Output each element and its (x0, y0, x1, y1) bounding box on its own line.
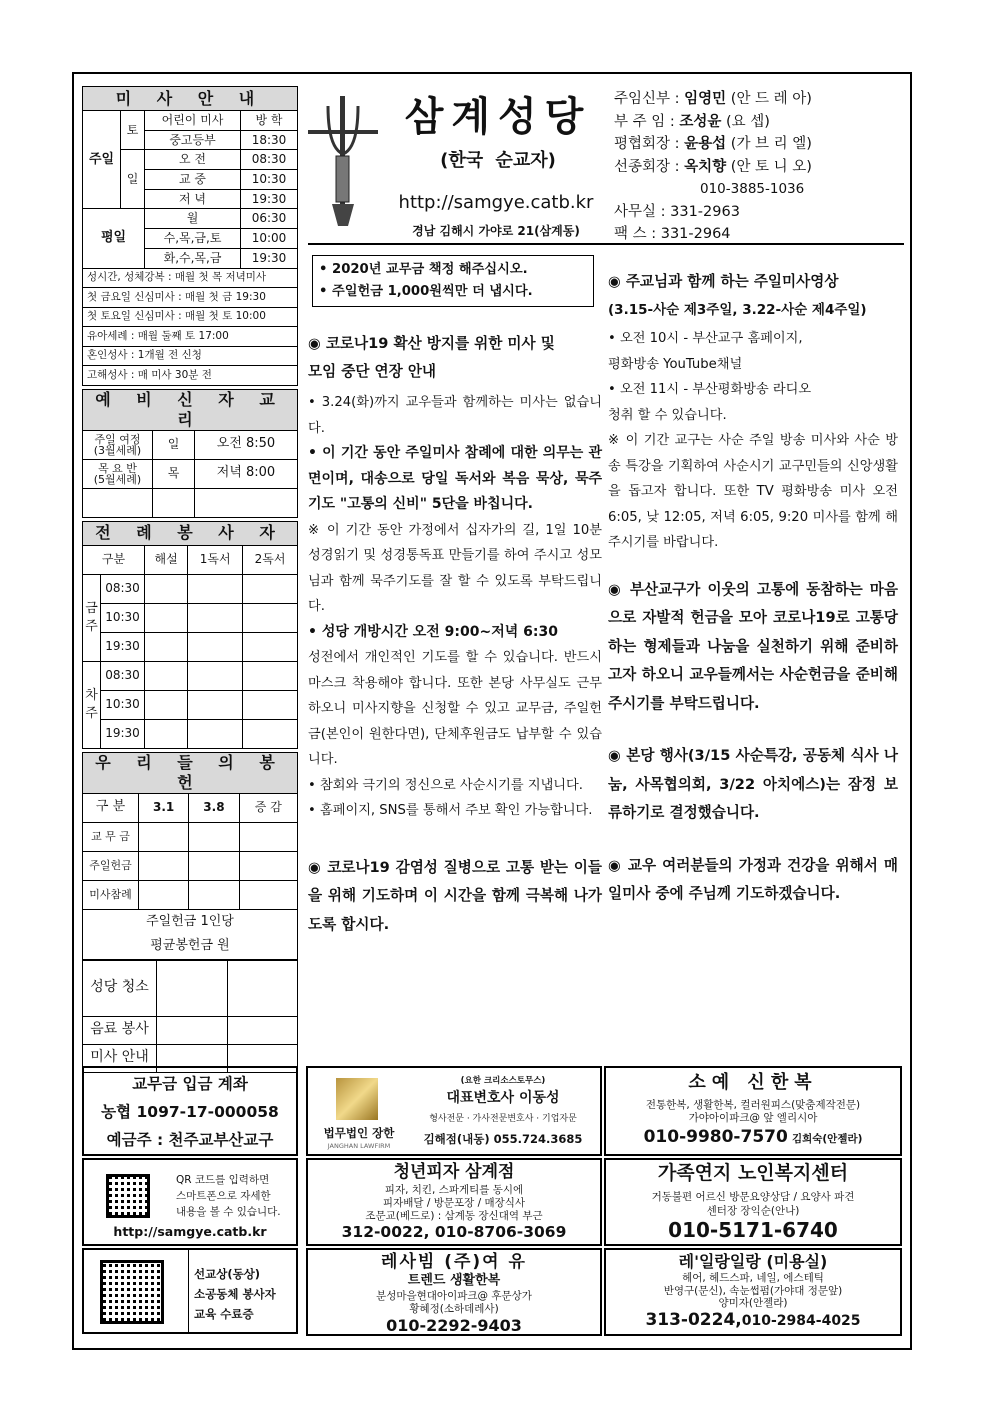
liturgy-time-2: 19:30 (101, 632, 145, 661)
mass-note-4: 혼인성사 : 1개월 전 신청 (83, 346, 298, 366)
average-offering-label: 평균봉헌금 원 (150, 938, 230, 953)
staff-name: 옥치향 (684, 158, 727, 175)
staff-row-2 (614, 133, 904, 156)
liturgy-time-5: 19:30 (101, 719, 145, 748)
notice-line-1: • 주일헌금 1,000원씩만 더 냅시다. (319, 284, 533, 299)
mass-time-2: 08:30 (241, 150, 298, 170)
liturgy-header-3: 2독서 (243, 545, 298, 574)
care-title: 가족연지 노인복지센터 (657, 1162, 849, 1184)
qr-box-2 (82, 1248, 298, 1334)
mass-row-1: 중고등부 (145, 130, 241, 150)
staff-role: 부 주 임 : (614, 113, 675, 130)
law-tag: (요한 크리소스토무스) (460, 1076, 546, 1086)
mass-time-1: 18:30 (241, 130, 298, 150)
qr2-lines (194, 1264, 276, 1324)
liturgy-time-1: 10:30 (101, 603, 145, 632)
mass-row-7: 화,수,목,금 (145, 248, 241, 268)
qr2-line-0: 선교상(동상) (194, 1267, 261, 1281)
salon-contact (606, 1310, 900, 1331)
liturgy-time-4: 10:30 (101, 690, 145, 719)
covid-p5: 성전에서 개인적인 기도를 할 수 있습니다. 반드시 마스크 착용해야 합니다. 또한 본당 사무실도 근무하오니 미사지향을 신청할 수 있고 교무금, 주일헌금(본인이 원한다면), 단체후원금도 납부할 수 있습니다. (308, 650, 602, 767)
parish-url-link[interactable]: http://samgye.catb.kr (398, 192, 594, 213)
mass-note-1: 첫 금요일 신심미사 : 매월 첫 금 19:30 (83, 288, 298, 308)
duty-drinks: 음료 봉사 (83, 1016, 157, 1044)
qr-box-1 (82, 1158, 298, 1246)
staff-row-0 (614, 88, 904, 111)
liturgy-header-2: 1독서 (188, 545, 243, 574)
liturgy-header-1: 해설 (145, 545, 188, 574)
duty-cleaning: 성당 청소 (83, 960, 157, 1016)
bank-box (82, 1066, 298, 1156)
law-logo-en: JANGHAN LAWFIRM (327, 1142, 391, 1150)
offering-row-2: 미사참례 (83, 880, 139, 909)
mass-time-0: 방 학 (241, 111, 298, 131)
saturday-label: 토 (121, 111, 145, 150)
liturgy-table (82, 521, 298, 749)
staff-role: 주임신부 : (614, 91, 680, 107)
salon-phone: 313-0224, (645, 1309, 742, 1330)
qr2-line-1: 소공동체 봉사자 (194, 1287, 276, 1301)
covid-p6: • 참회와 극기의 정신으로 사순시기를 지냅니다. (308, 777, 583, 793)
catechism-day-0: 일 (153, 430, 195, 459)
mass-note-2: 첫 토요일 신심미사 : 매월 첫 토 10:00 (83, 307, 298, 327)
next-week-label: 차주 (83, 661, 101, 748)
lent-offering-notice: ◉ 부산교구가 이웃의 고통에 동참하는 마음으로 자발적 헌금을 모아 코로나19로 고통당하는 형제들과 나눔을 실천하기 위해 준비하고자 하오니 교우들께서는 사순헌금을 준비해 주시기를 부탁드립니다. (608, 580, 898, 712)
catechism-table (82, 389, 298, 518)
covid-notice-heading: ◉ 코로나19 확산 방지를 위한 미사 및 모임 중단 연장 안내 (308, 335, 555, 380)
mass-row-5: 월 (145, 209, 241, 229)
staff-name: 윤용섭 (684, 136, 727, 152)
qr-url-link[interactable]: http://samgye.catb.kr (113, 1224, 267, 1239)
offering-header-0: 구 분 (83, 793, 139, 822)
mass-row-2: 오 전 (145, 150, 241, 170)
prayer-heading: ◉ 코로나19 감염성 질병으로 고통 받는 이들을 위해 기도하며 이 시간을 함께 극복해 나가도록 합시다. (308, 858, 602, 933)
staff-row-1 (614, 111, 904, 134)
daily-prayer-notice: ◉ 교우 여러분들의 가정과 건강을 위해서 매일미사 중에 주님께 기도하겠습니다. (608, 856, 898, 902)
catechism-time-0: 오전 8:50 (195, 430, 298, 459)
offering-title: 우 리 들 의 봉 헌 (83, 752, 298, 793)
law-logo-text: 법무법인 장한 (323, 1126, 395, 1140)
staff-row-3 (614, 156, 904, 179)
staff-role: 평협회장 : (614, 136, 680, 152)
covid-p7: • 홈페이지, SNS를 통해서 주보 확인 가능합니다. (308, 803, 593, 818)
cross-logo (308, 96, 378, 228)
ad-salon (604, 1248, 902, 1336)
hanbok-owner: 김희숙(안젤라) (791, 1132, 863, 1145)
mass-note-5: 고해성사 : 매 미사 30분 전 (83, 366, 298, 386)
weekday-label: 평일 (83, 209, 145, 268)
rebem-phone: 010-2292-9403 (386, 1315, 522, 1335)
mass-time-6: 10:00 (241, 229, 298, 249)
duty-mass-guide: 미사 안내 (83, 1044, 157, 1072)
notice-line-0: • 2020년 교무금 책정 해주십시오. (319, 262, 528, 277)
sunday-day-label: 일 (121, 150, 145, 209)
staff-baptism: (안 드 레 아) (730, 91, 812, 107)
catechism-title: 예 비 신 자 교 리 (83, 389, 298, 430)
office-phone: 사무실 : 331-2963 (614, 203, 740, 220)
bank-holder: 예금주 : 천주교부산교구 (106, 1131, 274, 1149)
ad-care-center (604, 1158, 902, 1246)
hanbok-contact (606, 1127, 900, 1148)
right-column (608, 268, 898, 909)
rebem-desc: 분성마을현대아이파크@ 후문상가 황혜정(소하데레사) (376, 1289, 532, 1315)
catechism-empty (83, 488, 153, 517)
mass-row-0: 어린이 미사 (145, 111, 241, 131)
sunday-label: 주일 (83, 111, 121, 209)
video-mass-10am: • 오전 10시 - 부산교구 홈페이지, 평화방송 YouTube채널 (608, 331, 803, 372)
per-person-label: 주일헌금 1인당 (146, 914, 234, 929)
offering-header-1: 3.1 (139, 793, 189, 822)
fax-number: 팩 스 : 331-2964 (614, 226, 731, 242)
mass-time-5: 06:30 (241, 209, 298, 229)
liturgy-header-0: 구분 (83, 545, 145, 574)
catechism-time-1: 저녁 8:00 (195, 459, 298, 488)
mass-time-7: 19:30 (241, 248, 298, 268)
parish-title: 삼계성당 (404, 94, 592, 140)
offering-table (82, 752, 298, 960)
law-phone: 김해점(내동) 055.724.3685 (423, 1132, 583, 1146)
salon-title: 레'일랑일랑 (미용실) (678, 1252, 828, 1271)
video-mass-heading: ◉ 주교님과 함께 하는 주일미사영상 (608, 273, 839, 290)
mass-time-4: 19:30 (241, 189, 298, 209)
duty-table (82, 960, 298, 1073)
mass-title: 미 사 안 내 (83, 87, 298, 111)
law-logo-icon (336, 1078, 378, 1120)
offering-header-3: 증 감 (239, 793, 297, 822)
parish-address: 경남 김해시 가야로 21(삼계동) (412, 224, 580, 238)
qr-code-icon (106, 1174, 150, 1218)
covid-p1: • 3.24(화)까지 교우들과 함께하는 미사는 없습니다. (308, 395, 602, 436)
catechism-name-0: 주일 여정 (3월세례) (83, 430, 153, 459)
left-column (82, 86, 298, 1073)
staff-baptism: (안 토 니 오) (730, 158, 812, 175)
video-mass-note: ※ 이 기간 교구는 사순 주일 방송 미사와 사순 방송 특강을 기획하여 사순시기 교구민들의 신앙생활을 돕고자 합니다. 또한 TV 평화방송 미사 오전 6:05, 낮 12:05, 저녁 6:05, 9:20 미사를 함께 해주시기를 바랍니다. (608, 433, 898, 550)
care-desc: 거동불편 어르신 방문요양상담 / 요양사 파견 센터장 장익순(안나) (651, 1190, 855, 1217)
video-mass-11am: • 오전 11시 - 부산평화방송 라디오 청취 할 수 있습니다. (608, 382, 812, 423)
covid-p4: • 성당 개방시간 오전 9:00~저녁 6:30 (308, 623, 558, 640)
ad-rebem (306, 1248, 602, 1336)
mass-schedule-table (82, 86, 298, 386)
care-phone: 010-5171-6740 (668, 1217, 838, 1242)
staff-baptism: (가 브 리 엘) (730, 136, 812, 152)
pizza-title: 청년피자 삼계점 (393, 1162, 515, 1182)
hanbok-phone: 010-9980-7570 (643, 1126, 788, 1147)
notice-box (312, 255, 594, 307)
liturgy-time-3: 08:30 (101, 661, 145, 690)
bank-title: 교무금 입금 계좌 (132, 1075, 248, 1093)
bank-account: 농협 1097-17-000058 (101, 1103, 279, 1121)
qr-text: QR 코드를 입력하면 스마트폰으로 자세한 내용을 볼 수 있습니다. (176, 1174, 281, 1218)
offering-header-2: 3.8 (189, 793, 239, 822)
law-name: 대표변호사 이동성 (446, 1090, 560, 1106)
staff-baptism: (요 셉) (725, 113, 770, 130)
liturgy-time-0: 08:30 (101, 574, 145, 603)
salon-phone2: 010-2984-4025 (741, 1312, 861, 1329)
salon-desc: 헤어, 헤드스파, 네일, 에스테틱 반영구(문신), 속눈썹펌(가야대 정문앞) 양미자(안젤라) (663, 1272, 843, 1309)
header-divider (308, 243, 904, 245)
staff-name: 임영민 (684, 91, 727, 107)
pizza-desc: 피자, 치킨, 스파게티를 동시에 피자배달 / 방문포장 / 매장식사 조문교(베드로) : 삼계동 장신대역 부근 (365, 1184, 543, 1223)
pizza-phone: 312-0022, 010-8706-3069 (341, 1223, 567, 1242)
mass-time-3: 10:30 (241, 170, 298, 190)
ad-hanbok (604, 1066, 902, 1156)
staff-list (614, 88, 904, 246)
mass-row-6: 수,목,금,토 (145, 229, 241, 249)
mass-row-3: 교 중 (145, 170, 241, 190)
rebem-title: 레사빔 (주)여 유 (381, 1252, 527, 1272)
parish-events-notice: ◉ 본당 행사(3/15 사순특강, 공동체 식사 나눔, 사목협의회, 3/22 아치에스)는 잠정 보류하기로 결정했습니다. (608, 747, 898, 821)
offering-row-1: 주일헌금 (83, 851, 139, 880)
staff-mobile: 010-3885-1036 (700, 181, 805, 197)
parish-subtitle: (한국 순교자) (440, 150, 556, 171)
qr2-line-2: 교육 수료증 (194, 1307, 254, 1321)
covid-p2: • 이 기간 동안 주일미사 참례에 대한 의무는 관면이며, 대송으로 당일 독서와 복음 묵상, 묵주기도 "고통의 신비" 5단을 바칩니다. (308, 445, 602, 512)
middle-column (308, 330, 602, 939)
staff-name: 조성윤 (679, 113, 722, 130)
liturgy-title: 전 례 봉 사 자 (83, 521, 298, 545)
staff-role: 선종회장 : (614, 158, 680, 175)
video-mass-dates: (3.15-사순 제3주일, 3.22-사순 제4주일) (608, 302, 867, 318)
hanbok-title: 소예 신한복 (688, 1072, 818, 1093)
mass-note-3: 유아세례 : 매월 둘째 토 17:00 (83, 327, 298, 347)
mass-note-0: 성시간, 성체강복 : 매월 첫 목 저녁미사 (83, 268, 298, 288)
hanbok-desc: 전통한복, 생활한복, 컬러원피스(맞춤제작전문) 가야아이파크@ 앞 엘리시아 (645, 1098, 861, 1124)
ad-pizza (306, 1158, 602, 1246)
qr-code-icon (100, 1260, 164, 1324)
rebem-sub: 트렌드 생활한복 (407, 1273, 501, 1289)
ad-law-firm (306, 1066, 602, 1156)
qr2-divider (188, 1250, 189, 1332)
mass-row-4: 저 녁 (145, 189, 241, 209)
offering-row-0: 교 무 금 (83, 822, 139, 851)
law-desc: 형사전문 · 가사전문변호사 · 기업자문 (429, 1114, 577, 1124)
catechism-day-1: 목 (153, 459, 195, 488)
this-week-label: 금주 (83, 574, 101, 661)
catechism-name-1: 목 요 반 (5월세례) (83, 459, 153, 488)
covid-p3: ※ 이 기간 동안 가정에서 십자가의 길, 1일 10분 성경읽기 및 성경통독표 만들기를 하여 주시고 성모님과 함께 묵주기도를 잘 할 수 있도록 부탁드립니다. (308, 522, 602, 614)
